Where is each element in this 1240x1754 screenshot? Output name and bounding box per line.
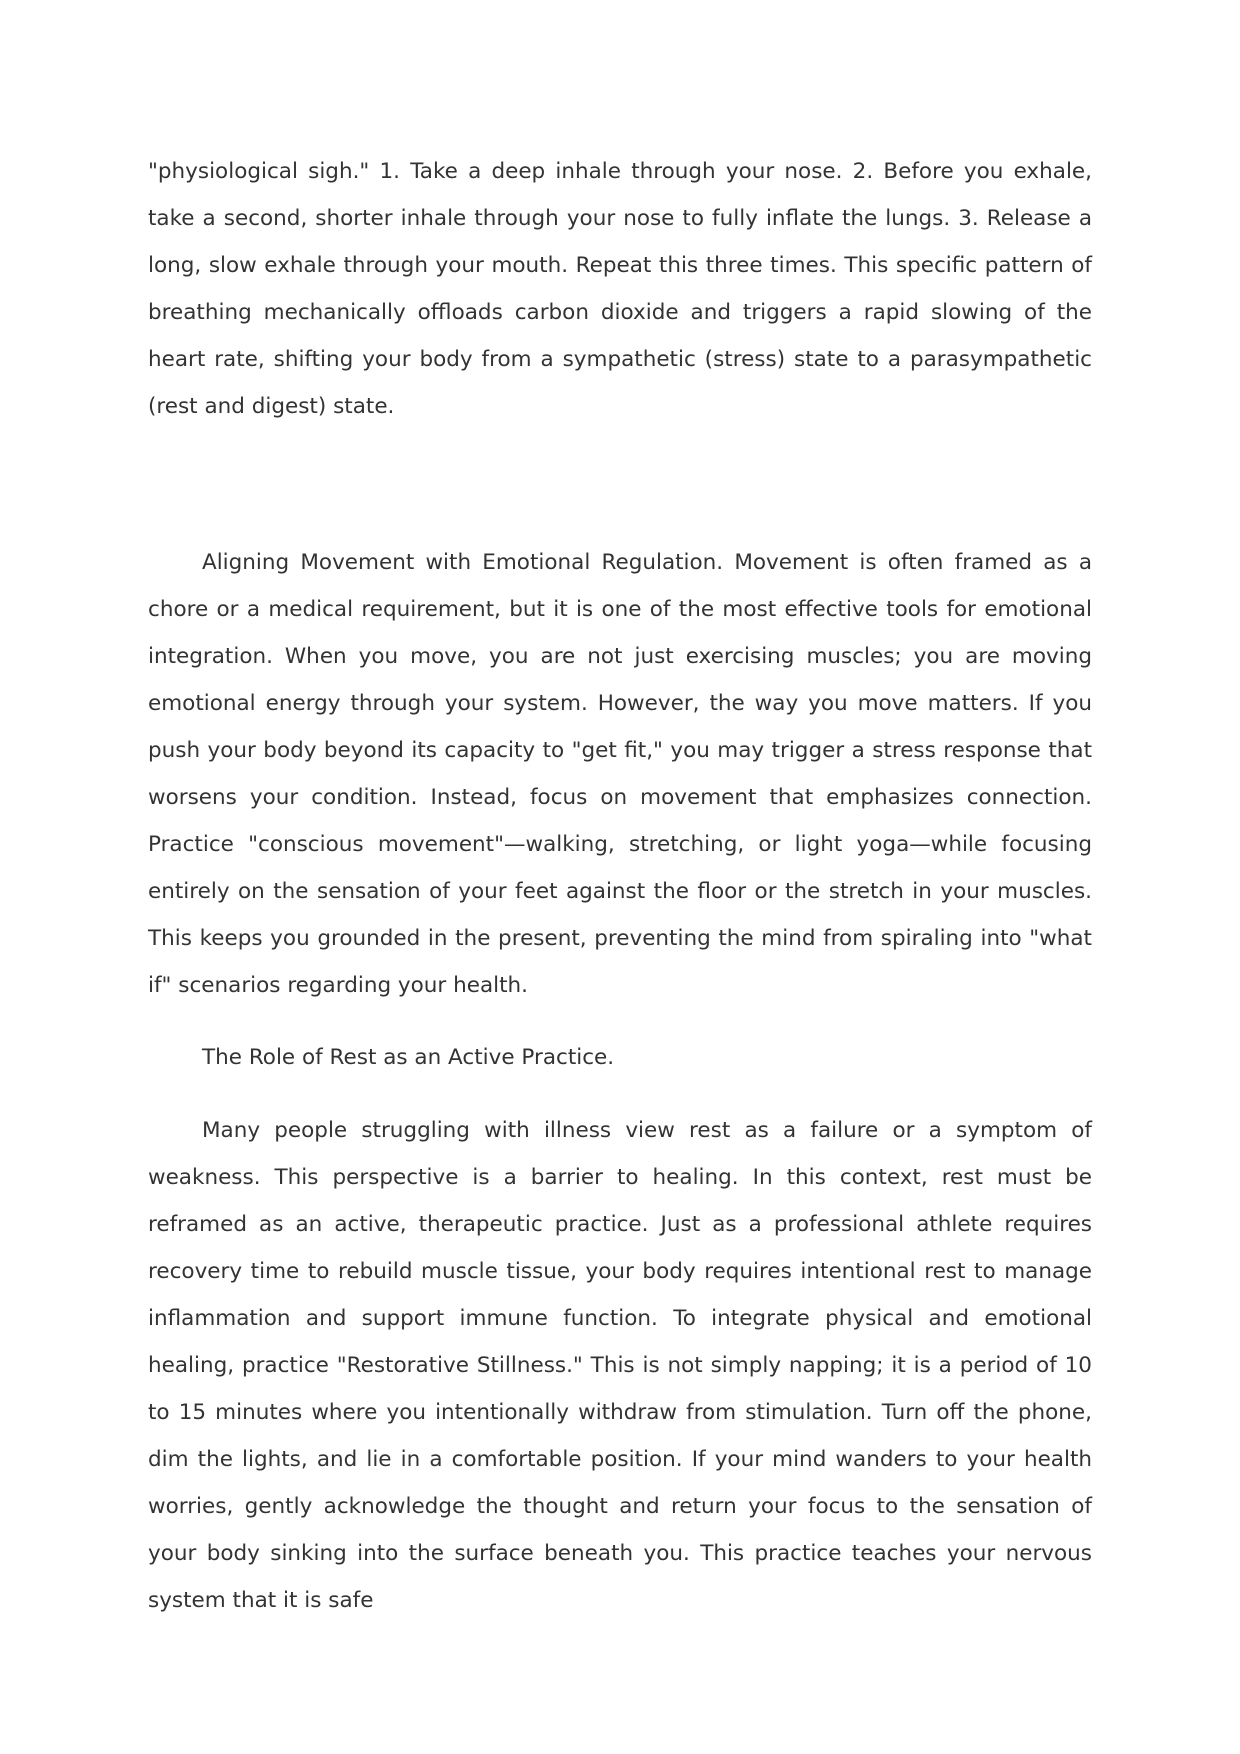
paragraph-movement-emotional-regulation: Aligning Movement with Emotional Regulation. Movement is often framed as a chore or a medical requirement, but it is one of the most effective tools for emotional integration. When you move, you are not just exercising muscles; you are moving emotional energy through your system. However, the way you move matters. If you push your body beyond its capacity to "get fit," you may trigger a stress response that worsens your condition. Instead, focus on movement that emphasizes connection. Practice "conscious movement"—walking, stretching, or light yoga—while focusing entirely on the sensation of your feet against the floor or the stretch in your muscles. This keeps you grounded in the present, preventing the mind from spiraling into "what if" scenarios regarding your health. <box>148 550 1092 998</box>
paragraph-physiological-sigh: "physiological sigh." 1. Take a deep inhale through your nose. 2. Before you exhale, take a second, shorter inhale through your nose to fully inflate the lungs. 3. Release a long, slow exhale through your mouth. Repeat this three times. This specific pattern of breathing mechanically offloads carbon dioxide and triggers a rapid slowing of the heart rate, shifting your body from a sympathetic (stress) state to a parasympathetic (rest and digest) state. <box>148 159 1092 419</box>
section-heading-role-of-rest: The Role of Rest as an Active Practice. <box>202 1045 615 1070</box>
paragraph-restorative-stillness: Many people struggling with illness view rest as a failure or a symptom of weakness. This perspective is a barrier to healing. In this context, rest must be reframed as an active, therapeutic practice. Just as a professional athlete requires recovery time to rebuild muscle tissue, your body requires intentional rest to manage inflammation and support immune function. To integrate physical and emotional healing, practice "Restorative Stillness." This is not simply napping; it is a period of 10 to 15 minutes where you intentionally withdraw from stimulation. Turn off the phone, dim the lights, and lie in a comfortable position. If your mind wanders to your health worries, gently acknowledge the thought and return your focus to the sensation of your body sinking into the surface beneath you. This practice teaches your nervous system that it is safe <box>148 1118 1092 1613</box>
